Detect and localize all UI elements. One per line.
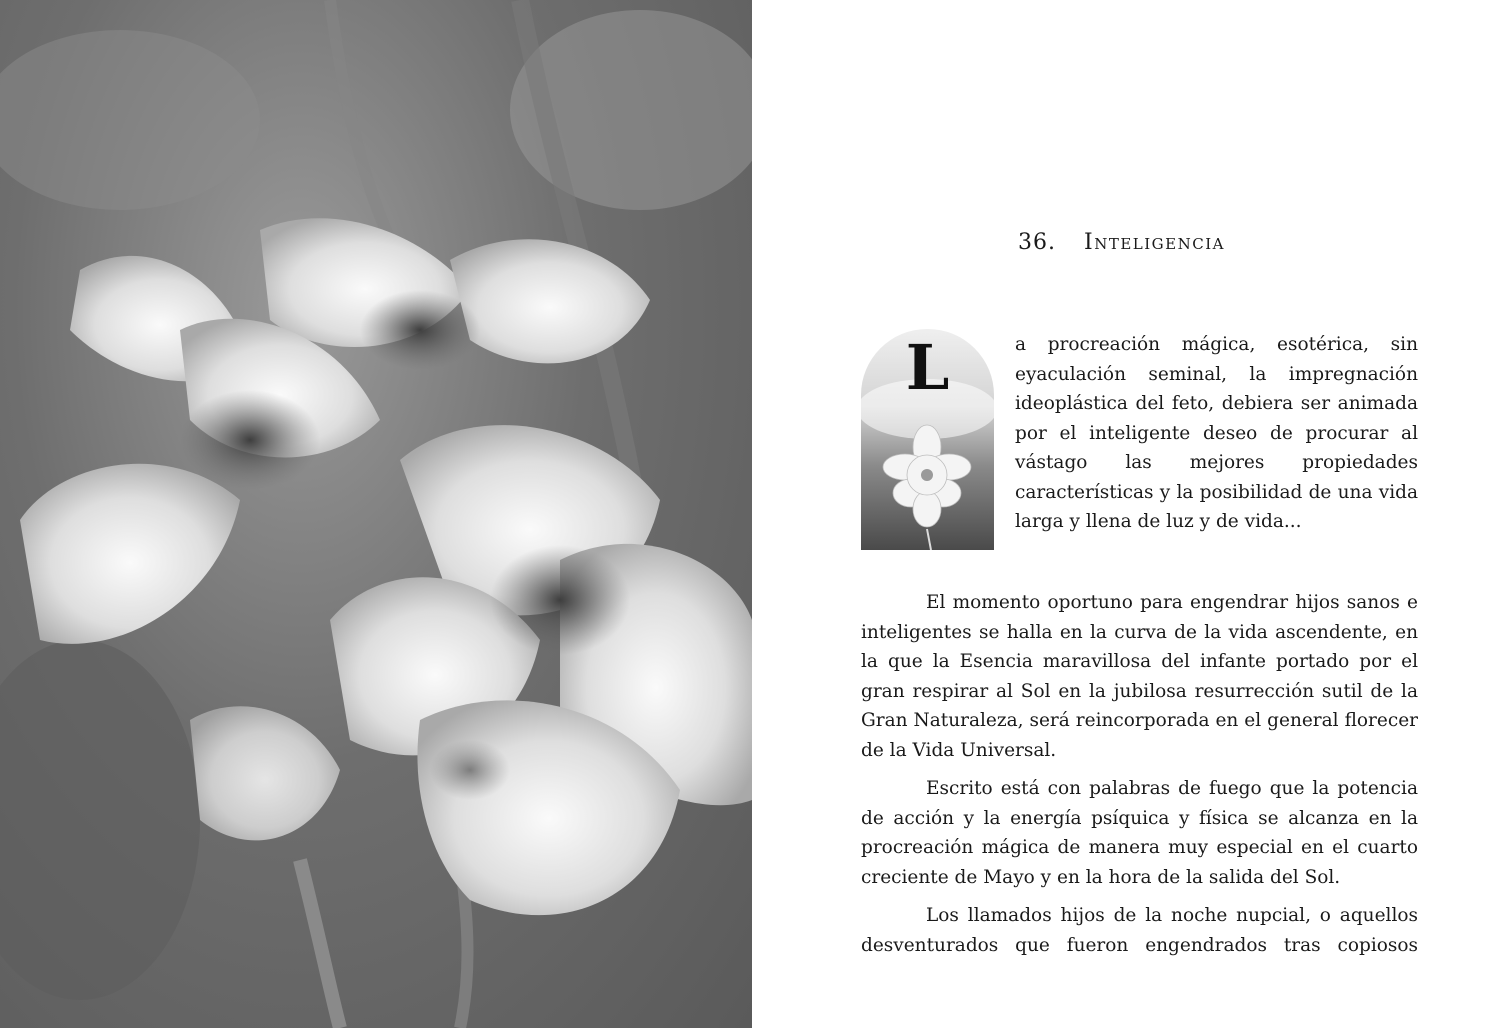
- chapter-number: 36.: [1018, 230, 1056, 255]
- chapter-title: Inteligencia: [1084, 230, 1225, 255]
- paragraph: Escrito está con palabras de fuego que la potencia de acción y la energía psíquica y física se alcanza en la procreación mágica de manera muy especial en el cuarto creciente de Mayo y en la hora de la salida del Sol.: [861, 778, 1418, 888]
- paragraph: El momento oportuno para engendrar hijos sanos e inteligentes se halla en la curva de la vida ascendente, en la que la Esencia maravillosa del infante portado por el gran respirar al Sol en la jubilosa resurrección sutil de la Gran Naturaleza, será reincorporada en el general florecer de la Vida Universal.: [861, 592, 1418, 761]
- dropcap-illustration: [861, 329, 994, 550]
- paragraph: Los llamados hijos de la noche nupcial, o aquellos desventurados que fueron engendrados tras copiosos: [861, 905, 1418, 956]
- body-text: [861, 588, 1418, 969]
- text-page: [752, 0, 1500, 1028]
- chapter-heading: [1018, 230, 1225, 255]
- intro-paragraph: a procreación mágica, esotérica, sin eyaculación seminal, la impregnación ideoplástica del feto, debiera ser animada por el inteligente deseo de procurar al vástago las mejores propiedades características y la posibilidad de una vida larga y llena de luz y de vida...: [1015, 334, 1418, 532]
- dropcap-letter: L: [905, 331, 950, 404]
